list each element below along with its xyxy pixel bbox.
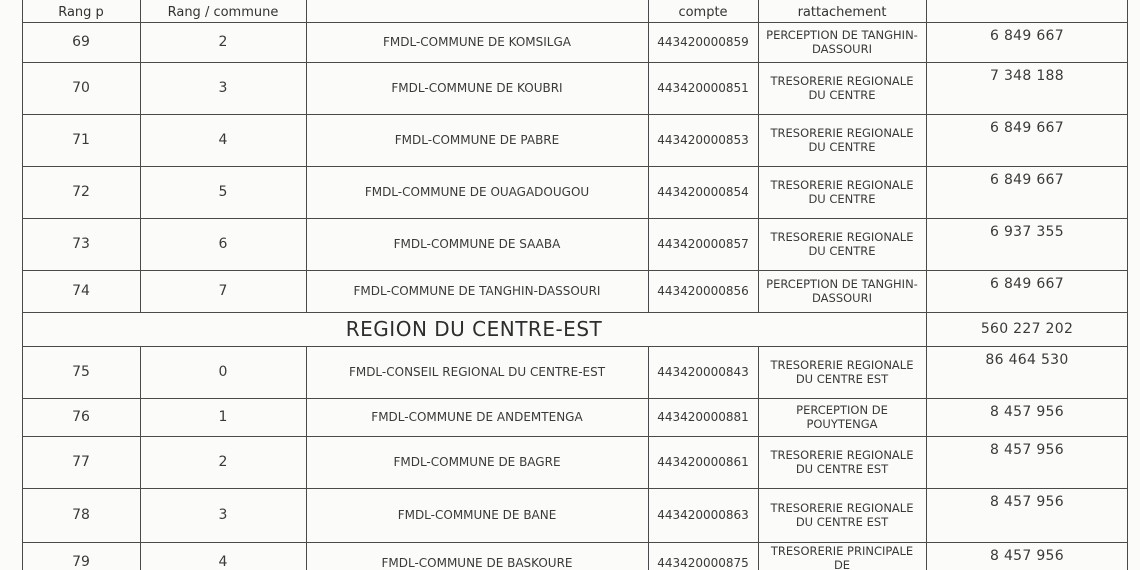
row-count: 4 [218, 554, 228, 570]
row-amount: 86 464 530 [985, 352, 1069, 368]
row-divider [22, 218, 1128, 219]
row-count: 3 [218, 80, 228, 96]
region-amount: 560 227 202 [980, 321, 1074, 337]
row-account: 443420000843 [657, 365, 749, 379]
row-name: FMDL-COMMUNE DE KOMSILGA [383, 35, 571, 49]
row-num: 78 [72, 507, 90, 523]
row-count: 0 [218, 364, 228, 380]
row-divider [22, 398, 1128, 399]
table-row [0, 114, 1140, 166]
row-attachment: TRESORERIE REGIONALE DU CENTRE [770, 230, 914, 258]
column-divider [22, 0, 23, 570]
row-num: 75 [72, 364, 90, 380]
row-divider [22, 62, 1128, 63]
row-name: FMDL-COMMUNE DE TANGHIN-DASSOURI [353, 284, 601, 298]
row-attachment: PERCEPTION DE POUYTENGA [796, 403, 888, 431]
row-divider [22, 22, 1128, 23]
row-amount: 6 849 667 [990, 120, 1064, 136]
row-divider [22, 436, 1128, 437]
row-amount: 6 849 667 [990, 172, 1064, 188]
row-count: 4 [218, 132, 228, 148]
row-num: 77 [72, 454, 90, 470]
row-attachment: TRESORERIE PRINCIPALE DE [770, 544, 914, 570]
row-amount: 7 348 188 [990, 68, 1064, 84]
table-row [0, 62, 1140, 114]
row-divider [22, 488, 1128, 489]
row-name: FMDL-CONSEIL REGIONAL DU CENTRE-EST [348, 365, 606, 379]
column-divider [926, 0, 927, 570]
row-count: 1 [218, 409, 228, 425]
column-divider [648, 346, 649, 570]
row-account: 443420000856 [657, 284, 749, 298]
row-attachment: PERCEPTION DE TANGHIN-DASSOURI [766, 28, 918, 56]
row-amount: 8 457 956 [990, 494, 1064, 510]
row-account: 443420000861 [657, 455, 749, 469]
row-account: 443420000853 [657, 133, 749, 147]
row-account: 443420000859 [657, 35, 749, 49]
row-divider [22, 346, 1128, 347]
row-num: 72 [72, 184, 90, 200]
row-attachment: TRESORERIE REGIONALE DU CENTRE [770, 126, 914, 154]
column-divider [306, 0, 307, 312]
row-count: 3 [218, 507, 228, 523]
header-account: compte [678, 5, 728, 20]
table-row [0, 22, 1140, 62]
row-attachment: TRESORERIE REGIONALE DU CENTRE EST [770, 448, 914, 476]
row-account: 443420000857 [657, 237, 749, 251]
row-num: 76 [72, 409, 90, 425]
row-name: FMDL-COMMUNE DE OUAGADOUGOU [364, 185, 590, 199]
row-amount: 8 457 956 [990, 442, 1064, 458]
table-row [0, 542, 1140, 570]
table-row [0, 488, 1140, 542]
header-num: Rang p [58, 5, 104, 20]
row-attachment: TRESORERIE REGIONALE DU CENTRE [770, 74, 914, 102]
row-account: 443420000854 [657, 185, 749, 199]
row-divider [22, 166, 1128, 167]
row-count: 2 [218, 454, 228, 470]
row-divider [22, 542, 1128, 543]
column-divider [140, 346, 141, 570]
table-row [0, 436, 1140, 488]
row-count: 6 [218, 236, 228, 252]
row-account: 443420000881 [657, 410, 749, 424]
table-row [0, 218, 1140, 270]
column-divider [1127, 0, 1128, 570]
row-attachment: TRESORERIE REGIONALE DU CENTRE [770, 178, 914, 206]
row-name: FMDL-COMMUNE DE ANDEMTENGA [371, 410, 583, 424]
row-divider [22, 312, 1128, 313]
row-num: 70 [72, 80, 90, 96]
row-name: FMDL-COMMUNE DE SAABA [393, 237, 561, 251]
table-row [0, 166, 1140, 218]
header-attachment: rattachement [797, 5, 887, 20]
region-title: REGION DU CENTRE-EST [345, 317, 603, 341]
row-account: 443420000863 [657, 508, 749, 522]
table-row [0, 398, 1140, 436]
row-count: 7 [218, 283, 228, 299]
row-amount: 6 849 667 [990, 276, 1064, 292]
region-row [0, 312, 1140, 346]
column-divider [758, 346, 759, 570]
row-amount: 6 849 667 [990, 28, 1064, 44]
row-num: 79 [72, 554, 90, 570]
row-name: FMDL-COMMUNE DE KOUBRI [391, 81, 563, 95]
row-name: FMDL-COMMUNE DE BASKOURE [381, 556, 573, 570]
column-divider [306, 346, 307, 570]
row-name: FMDL-COMMUNE DE BAGRE [393, 455, 561, 469]
row-name: FMDL-COMMUNE DE BANE [397, 508, 557, 522]
row-account: 443420000875 [657, 556, 749, 570]
header-count: Rang / commune [167, 5, 279, 20]
table-row [0, 270, 1140, 312]
table-row [0, 346, 1140, 398]
row-num: 73 [72, 236, 90, 252]
column-divider [140, 0, 141, 312]
row-num: 74 [72, 283, 90, 299]
row-account: 443420000851 [657, 81, 749, 95]
column-divider [758, 0, 759, 312]
row-amount: 6 937 355 [990, 224, 1064, 240]
table-header [0, 0, 1140, 22]
row-divider [22, 114, 1128, 115]
row-amount: 8 457 956 [990, 548, 1064, 564]
row-num: 71 [72, 132, 90, 148]
row-divider [22, 270, 1128, 271]
row-num: 69 [72, 34, 90, 50]
row-attachment: TRESORERIE REGIONALE DU CENTRE EST [770, 358, 914, 386]
row-amount: 8 457 956 [990, 404, 1064, 420]
row-count: 5 [218, 184, 228, 200]
row-name: FMDL-COMMUNE DE PABRE [394, 133, 560, 147]
row-attachment: PERCEPTION DE TANGHIN-DASSOURI [766, 277, 918, 305]
row-attachment: TRESORERIE REGIONALE DU CENTRE EST [770, 501, 914, 529]
column-divider [648, 0, 649, 312]
row-count: 2 [218, 34, 228, 50]
